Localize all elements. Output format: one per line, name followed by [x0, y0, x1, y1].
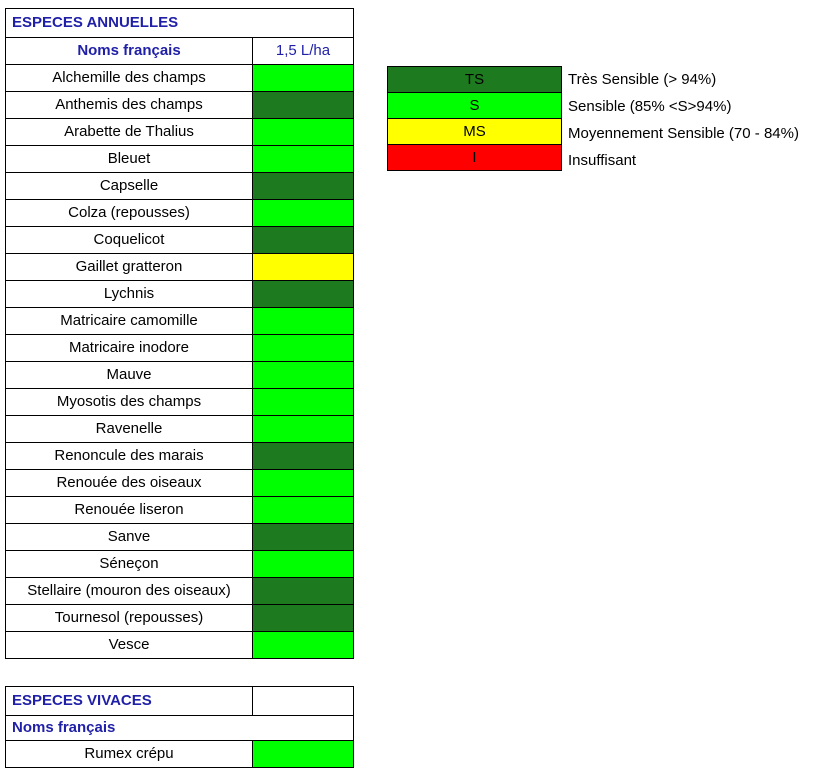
column-header-name: Noms français	[6, 38, 253, 65]
sensitivity-cell	[253, 227, 354, 254]
sensitivity-cell	[253, 146, 354, 173]
legend-label: Moyennement Sensible (70 - 84%)	[568, 125, 799, 142]
annuelles-row	[6, 605, 354, 632]
species-name: Bleuet	[6, 146, 253, 173]
annuelles-row	[6, 173, 354, 200]
species-name: Myosotis des champs	[6, 389, 253, 416]
species-name: Rumex crépu	[6, 741, 253, 768]
annuelles-row	[6, 416, 354, 443]
species-name: Renouée des oiseaux	[6, 470, 253, 497]
species-name: Arabette de Thalius	[6, 119, 253, 146]
species-name: Vesce	[6, 632, 253, 659]
legend-swatch: I	[388, 145, 562, 171]
vivaces-table	[5, 686, 354, 768]
sensitivity-cell	[253, 308, 354, 335]
annuelles-row	[6, 362, 354, 389]
species-name: Renouée liseron	[6, 497, 253, 524]
annuelles-row	[6, 551, 354, 578]
legend-label: Très Sensible (> 94%)	[568, 71, 717, 88]
species-name: Stellaire (mouron des oiseaux)	[6, 578, 253, 605]
vivaces-header-row	[6, 716, 354, 741]
annuelles-table	[5, 8, 354, 659]
sensitivity-cell	[253, 335, 354, 362]
annuelles-title: ESPECES ANNUELLES	[6, 9, 354, 38]
legend-swatch: TS	[388, 67, 562, 93]
annuelles-row	[6, 389, 354, 416]
sensitivity-cell	[253, 605, 354, 632]
sensitivity-cell	[253, 524, 354, 551]
vivaces-title: ESPECES VIVACES	[6, 687, 253, 716]
legend-row	[388, 145, 562, 171]
annuelles-row	[6, 443, 354, 470]
species-name: Anthemis des champs	[6, 92, 253, 119]
annuelles-row	[6, 497, 354, 524]
annuelles-row	[6, 308, 354, 335]
species-name: Séneçon	[6, 551, 253, 578]
legend-table	[387, 66, 562, 171]
sensitivity-cell	[253, 497, 354, 524]
annuelles-row	[6, 65, 354, 92]
sensitivity-cell	[253, 470, 354, 497]
annuelles-title-row	[6, 9, 354, 38]
sensitivity-cell	[253, 281, 354, 308]
species-name: Ravenelle	[6, 416, 253, 443]
species-name: Tournesol (repousses)	[6, 605, 253, 632]
species-name: Mauve	[6, 362, 253, 389]
sensitivity-cell	[253, 92, 354, 119]
sensitivity-cell	[253, 578, 354, 605]
annuelles-row	[6, 92, 354, 119]
legend-swatch: S	[388, 93, 562, 119]
annuelles-row	[6, 335, 354, 362]
legend-row	[388, 119, 562, 145]
species-name: Capselle	[6, 173, 253, 200]
sensitivity-cell	[253, 200, 354, 227]
annuelles-row	[6, 281, 354, 308]
species-name: Gaillet gratteron	[6, 254, 253, 281]
legend-label: Insuffisant	[568, 152, 637, 169]
annuelles-row	[6, 524, 354, 551]
annuelles-row	[6, 227, 354, 254]
species-name: Matricaire camomille	[6, 308, 253, 335]
sensitivity-cell	[253, 173, 354, 200]
vivaces-row	[6, 741, 354, 768]
sensitivity-cell	[253, 443, 354, 470]
sensitivity-cell	[253, 65, 354, 92]
sensitivity-cell	[253, 119, 354, 146]
species-name: Sanve	[6, 524, 253, 551]
species-name: Coquelicot	[6, 227, 253, 254]
annuelles-row	[6, 254, 354, 281]
sensitivity-cell	[253, 551, 354, 578]
annuelles-row	[6, 632, 354, 659]
species-name: Alchemille des champs	[6, 65, 253, 92]
annuelles-header-row	[6, 38, 354, 65]
species-name: Renoncule des marais	[6, 443, 253, 470]
annuelles-row	[6, 119, 354, 146]
sensitivity-cell	[253, 254, 354, 281]
annuelles-row	[6, 470, 354, 497]
legend-row	[388, 67, 562, 93]
vivaces-column-header-name: Noms français	[6, 716, 354, 741]
legend-swatch: MS	[388, 119, 562, 145]
legend-row	[388, 93, 562, 119]
column-header-dose: 1,5 L/ha	[253, 38, 354, 65]
sensitivity-cell	[253, 632, 354, 659]
legend-label: Sensible (85% <S>94%)	[568, 98, 732, 115]
sensitivity-cell	[253, 416, 354, 443]
species-name: Matricaire inodore	[6, 335, 253, 362]
sensitivity-cell	[253, 741, 354, 768]
annuelles-row	[6, 200, 354, 227]
sensitivity-cell	[253, 389, 354, 416]
vivaces-title-row	[6, 687, 354, 716]
species-name: Lychnis	[6, 281, 253, 308]
annuelles-row	[6, 146, 354, 173]
annuelles-row	[6, 578, 354, 605]
sensitivity-cell	[253, 362, 354, 389]
species-name: Colza (repousses)	[6, 200, 253, 227]
vivaces-title-empty-cell	[253, 687, 354, 716]
